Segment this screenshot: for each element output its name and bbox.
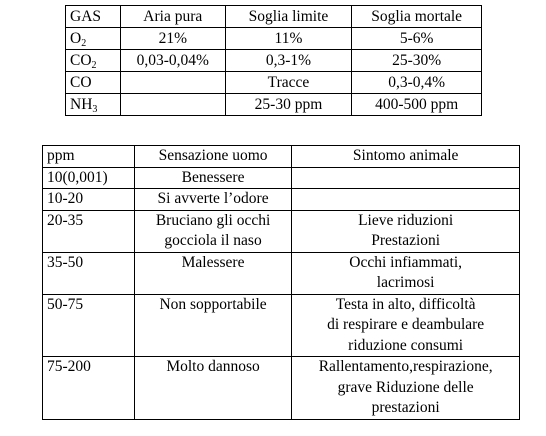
gas-threshold-table — [65, 5, 482, 116]
gas-name-cell — [66, 72, 121, 94]
cell-line: grave Riduzione delle — [337, 378, 474, 396]
ppm-range-cell: 35-50 — [43, 252, 135, 294]
cell-line: Non sopportabile — [159, 295, 267, 313]
header-soglia-mortale: Soglia mortale — [352, 6, 482, 28]
human-sensation-cell — [134, 189, 291, 211]
ppm-range-cell: 50-75 — [43, 294, 135, 357]
gas-limite-cell: 25-30 ppm — [225, 94, 352, 116]
gas-name-cell — [66, 28, 121, 50]
gas-mortale-cell: 0,3-0,4% — [352, 72, 482, 94]
animal-symptom-cell — [292, 210, 520, 252]
header-ppm: ppm — [43, 146, 135, 168]
table-row — [66, 50, 482, 72]
animal-symptom-cell — [292, 357, 520, 420]
gas-formula: O — [70, 30, 82, 47]
table-row — [66, 72, 482, 94]
human-sensation-cell — [134, 294, 291, 357]
ppm-range-cell: 10(0,001) — [43, 167, 135, 189]
cell-line: Prestazioni — [371, 232, 441, 249]
cell-line: Molto dannoso — [166, 358, 260, 375]
gas-formula: NH — [70, 96, 93, 113]
cell-line: Lieve riduzioni — [358, 211, 454, 229]
cell-line: Occhi infiammati, — [349, 253, 463, 271]
cell-line: lacrimosi — [376, 274, 435, 291]
gas-formula: CO — [70, 74, 92, 91]
cell-line: Rallentamento,respirazione, — [318, 358, 493, 375]
gas-limite-cell: Tracce — [225, 72, 352, 94]
gas-name-cell — [66, 94, 121, 116]
animal-symptom-cell — [292, 167, 520, 189]
gas-mortale-cell: 25-30% — [352, 50, 482, 72]
table-row — [66, 94, 482, 116]
ppm-range-cell: 10-20 — [43, 189, 135, 211]
human-sensation-cell — [134, 252, 291, 294]
cell-line: Testa in alto, difficoltà — [335, 295, 476, 313]
cell-line: Malessere — [181, 253, 245, 271]
cell-line: prestazioni — [371, 399, 440, 416]
ppm-range-cell: 20-35 — [43, 210, 135, 252]
table-row — [43, 167, 520, 189]
header-aria-pura: Aria pura — [120, 6, 225, 28]
gas-limite-cell: 0,3-1% — [225, 50, 352, 72]
table-row — [43, 357, 520, 420]
gas-table-header-row — [66, 6, 482, 28]
gas-formula-subscript: 3 — [92, 104, 98, 115]
cell-line: Benessere — [181, 168, 245, 186]
cell-line: Bruciano gli occhi — [155, 211, 271, 229]
gas-aria-cell: 0,03-0,04% — [120, 50, 225, 72]
gas-formula-subscript: 2 — [81, 38, 87, 49]
ppm-effects-table — [42, 145, 520, 420]
table-row — [66, 28, 482, 50]
cell-line: riduzione consumi — [348, 336, 464, 354]
gas-aria-cell: 21% — [120, 28, 225, 50]
ppm-range-cell: 75-200 — [43, 357, 135, 420]
ppm-table-header-row — [43, 146, 520, 168]
gas-mortale-cell: 5-6% — [352, 28, 482, 50]
human-sensation-cell — [134, 167, 291, 189]
animal-symptom-cell — [292, 189, 520, 211]
table-row — [43, 189, 520, 211]
header-soglia-limite: Soglia limite — [225, 6, 352, 28]
human-sensation-cell — [134, 357, 291, 420]
cell-line: di respirare e deambulare — [327, 316, 485, 333]
animal-symptom-cell — [292, 252, 520, 294]
human-sensation-cell — [134, 210, 291, 252]
header-sintomo-animale: Sintomo animale — [292, 146, 520, 168]
gas-formula: CO — [70, 52, 92, 69]
gas-limite-cell: 11% — [225, 28, 352, 50]
table-row — [43, 294, 520, 357]
gas-aria-cell — [120, 94, 225, 116]
header-sensazione-uomo: Sensazione uomo — [134, 146, 291, 168]
gas-mortale-cell: 400-500 ppm — [352, 94, 482, 116]
gas-aria-cell — [120, 72, 225, 94]
gas-formula-subscript: 2 — [91, 60, 97, 71]
animal-symptom-cell — [292, 294, 520, 357]
cell-line: Si avverte l’odore — [157, 190, 269, 207]
table-row — [43, 252, 520, 294]
header-gas: GAS — [66, 6, 121, 28]
table-row — [43, 210, 520, 252]
gas-name-cell — [66, 50, 121, 72]
cell-line: gocciola il naso — [164, 232, 262, 249]
